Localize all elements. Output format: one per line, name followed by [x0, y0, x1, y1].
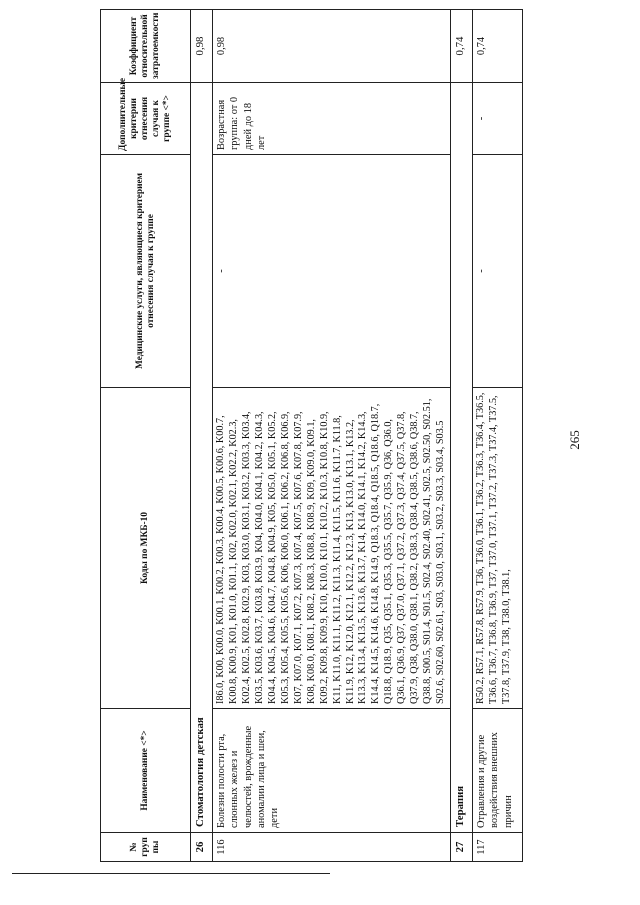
- row-num: 116: [213, 833, 451, 862]
- header-num: № груп пы: [101, 833, 191, 862]
- row-name: Отравления и другие воздействия внешних причин: [473, 709, 523, 833]
- section-coef: 0,98: [191, 10, 213, 83]
- row-codes: I86.0, K00, K00.0, K00.1, K00.2, K00.3, K00.4, K00.5, K00.6, K00.7, K00.8, K00.9, K01, K01.0, K01.1, K02, K02.0, K02.1, K02.2, K02.3, K02.4, K02.5, K02.8, K02.9, K03, K03.0, K03.1, K03.2, K03.3, K03.4, K03.5, K03.6, K03.7, K03.8, K03.9, K04, K04.0, K04.1, K04.2, K04.3, K04.4, K04.5, K04.6, K04.7, K04.8, K04.9, K05, K05.0, K05.1, K05.2, K05.3, K05.4, K05.5, K05.6, K06, K06.0, K06.1, K06.2, K06.8, K06.9, K07, K07.0, K07.1, K07.2, K07.3, K07.4, K07.5, K07.6, K07.8, K07.9, K08, K08.0, K08.1, K08.2, K08.3, K08.8, K08.9, K09, K09.0, K09.1, K09.2, K09.8, K09.9, K10, K10.0, K10.1, K10.2, K10.3, K10.8, K10.9, K11, K11.0, K11.1, K11.2, K11.3, K11.4, K11.5, K11.6, K11.7, K11.8, K11.9, K12, K12.0, K12.1, K12.2, K12.3, K13, K13.0, K13.1, K13.2, K13.3, K13.4, K13.5, K13.6, K13.7, K14, K14.0, K14.1, K14.2, K14.3, K14.4, K14.5, K14.6, K14.8, K14.9, Q18.3, Q18.4, Q18.5, Q18.6, Q18.7, Q18.8, Q18.9, Q35, Q35.1, Q35.3, Q35.5, Q35.7, Q35.9, Q36, Q36.0, Q36.1, Q36.9, Q37, Q37.0, Q37.1, Q37.2, Q37.3, Q37.4, Q37.5, Q37.8, Q37.9, Q38, Q38.0, Q38.1, Q38.2, Q38.3, Q38.4, Q38.5, Q38.6, Q38.7, Q38.8, S00.5, S01.4, S01.5, S02.4, S02.40, S02.41, S02.5, S02.50, S02.51, S02.6, S02.60, S02.61, S03, S03.0, S03.1, S03.2, S03.3, S03.4, S03.5: [213, 388, 451, 709]
- rotated-table-container: [100, 10, 532, 862]
- row-coef: 0,74: [473, 10, 523, 83]
- table-row: [213, 10, 451, 862]
- section-row: [191, 10, 213, 862]
- section-title: Стоматология детская: [191, 83, 213, 833]
- row-codes: R50.2, R57.1, R57.8, R57.9, T36, T36.0, T36.1, T36.2, T36.3, T36.4, T36.5, T36.6, T36.7, T36.8, T36.9, T37, T37.0, T37.1, T37.2, T37.3, T37.4, T37.5, T37.8, T37.9, T38, T38.0, T38.1,: [473, 388, 523, 709]
- row-extra-criteria: Возрастная группа: от 0 дней до 18 лет: [213, 83, 451, 155]
- section-num: 27: [451, 833, 473, 862]
- row-name: Болезни полости рта, слюнных желез и челюстей, врожденные аномалии лица и шеи, дети: [213, 709, 451, 833]
- row-coef: 0,98: [213, 10, 451, 83]
- ksg-table: [100, 9, 523, 862]
- table-row: [473, 10, 523, 862]
- section-row: [451, 10, 473, 862]
- header-coefficient: Коэффициент относительной затратоемкости: [101, 10, 191, 83]
- header-extra-criteria: Дополнительные критерии отнесения случая к группе <*>: [101, 83, 191, 155]
- section-num: 26: [191, 833, 213, 862]
- row-services: -: [473, 155, 523, 388]
- bottom-rule: [12, 873, 330, 874]
- page-number: 265: [567, 430, 582, 450]
- row-extra-criteria: -: [473, 83, 523, 155]
- row-services: -: [213, 155, 451, 388]
- section-coef: 0,74: [451, 10, 473, 83]
- row-num: 117: [473, 833, 523, 862]
- header-codes: Коды по МКБ-10: [101, 388, 191, 709]
- section-title: Терапия: [451, 83, 473, 833]
- header-row: [101, 10, 191, 862]
- header-services: Медицинские услуги, являющиеся критерием отнесения случая к группе: [101, 155, 191, 388]
- header-name: Наименование <*>: [101, 709, 191, 833]
